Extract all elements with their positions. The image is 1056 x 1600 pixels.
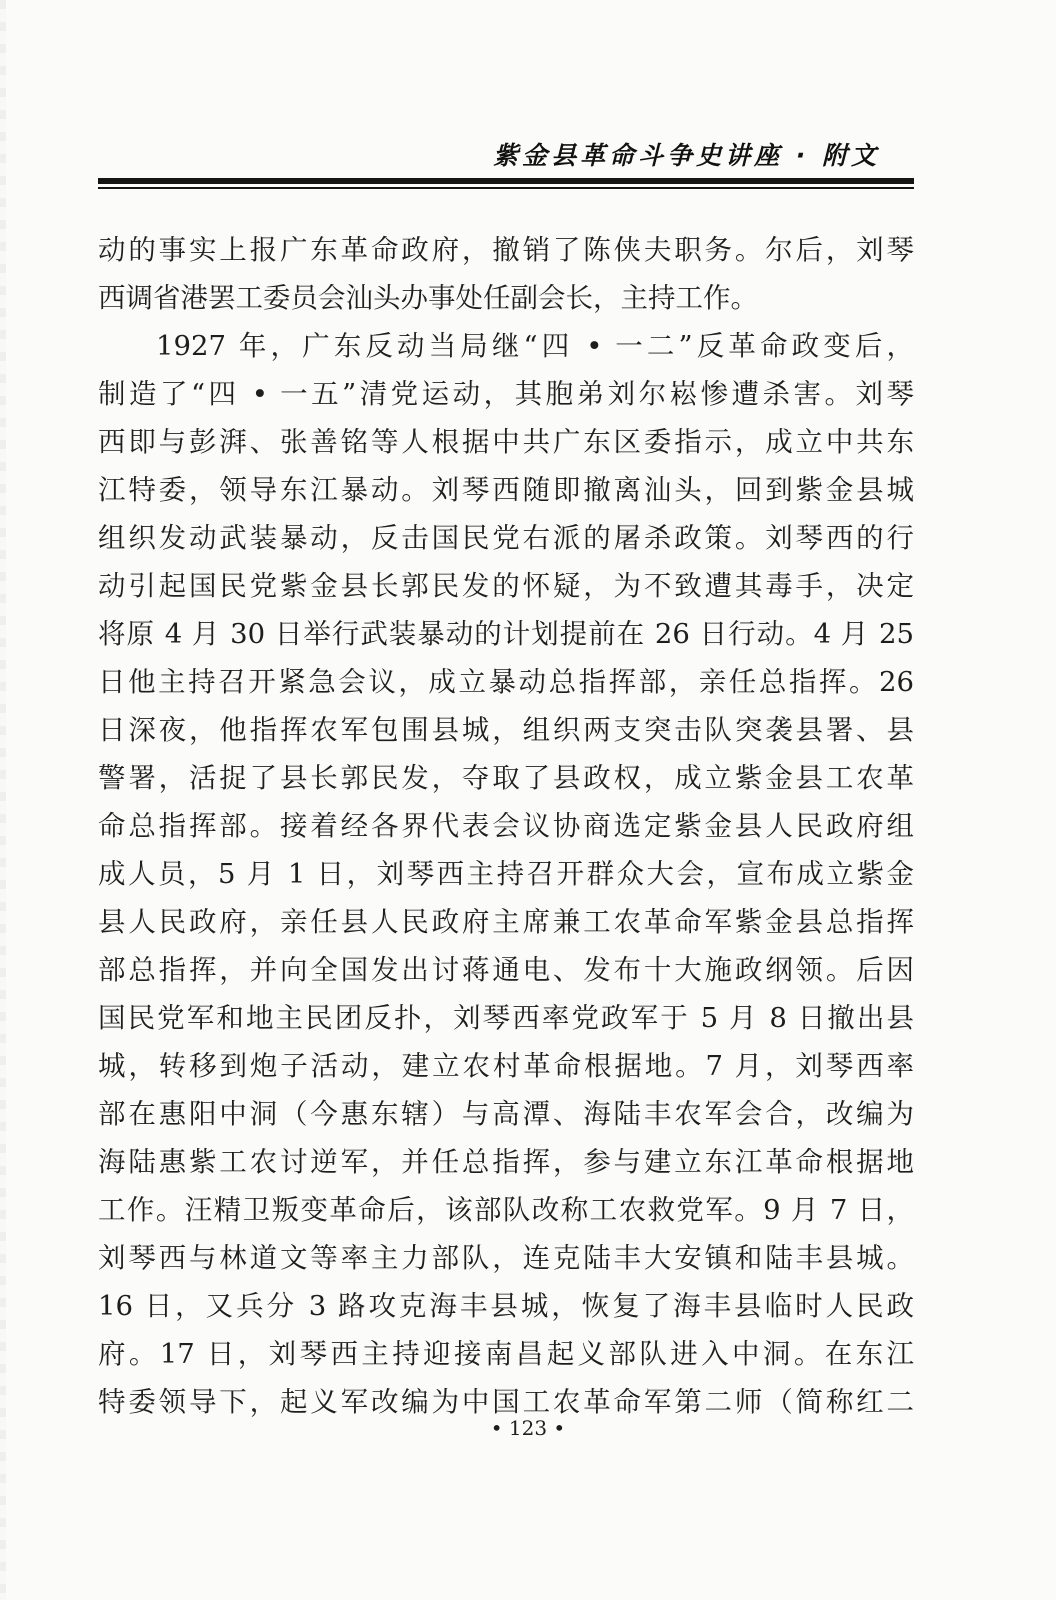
text-line: 警署，活捉了县长郭民发，夺取了县政权，成立紫金县工农革 [98,762,914,794]
text-line: 国民党军和地主民团反扑，刘琴西率党政军于 5 月 8 日撤出县 [98,1002,914,1034]
text-line: 将原 4 月 30 日举行武装暴动的计划提前在 26 日行动。4 月 25 [98,618,914,650]
text-line: 日他主持召开紧急会议，成立暴动总指挥部，亲任总指挥。26 [98,666,914,698]
text-line: 刘琴西与林道文等率主力部队，连克陆丰大安镇和陆丰县城。 [98,1242,914,1274]
text-line: 16 日，又兵分 3 路攻克海丰县城，恢复了海丰县临时人民政 [98,1290,914,1322]
text-line: 日深夜，他指挥农军包围县城，组织两支突击队突袭县署、县 [98,714,914,746]
text-line: 海陆惠紫工农讨逆军，并任总指挥，参与建立东江革命根据地 [98,1146,914,1178]
text-line: 府。17 日，刘琴西主持迎接南昌起义部队进入中洞。在东江 [98,1338,914,1370]
text-line: 部在惠阳中洞（今惠东辖）与高潭、海陆丰农军会合，改编为 [98,1098,914,1130]
scan-edge [0,0,6,1600]
page-number: • 123 • [490,1416,566,1440]
text-line: 制造了“四 • 一五”清党运动，其胞弟刘尔崧惨遭杀害。刘琴 [98,378,914,410]
text-line: 工作。汪精卫叛变革命后，该部队改称工农救党军。9 月 7 日， [98,1194,914,1226]
header-rule [98,178,914,184]
text-line: 1927 年，广东反动当局继“四 • 一二”反革命政变后， [156,330,914,362]
text-line: 命总指挥部。接着经各界代表会议协商选定紫金县人民政府组 [98,810,914,842]
body-text [98,226,914,1426]
text-line: 江特委，领导东江暴动。刘琴西随即撤离汕头，回到紫金县城 [98,474,914,506]
paragraph [98,322,914,1426]
paragraph [98,226,914,322]
text-line: 县人民政府，亲任县人民政府主席兼工农革命军紫金县总指挥 [98,906,914,938]
text-line: 组织发动武装暴动，反击国民党右派的屠杀政策。刘琴西的行 [98,522,914,554]
text-line: 部总指挥，并向全国发出讨蒋通电、发布十大施政纲领。后因 [98,954,914,986]
text-line: 特委领导下，起义军改编为中国工农革命军第二师（简称红二 [98,1386,914,1418]
header-rule-thin [98,187,914,189]
text-line: 西即与彭湃、张善铭等人根据中共广东区委指示，成立中共东 [98,426,914,458]
text-line: 动引起国民党紫金县长郭民发的怀疑，为不致遭其毒手，决定 [98,570,914,602]
text-line: 动的事实上报广东革命政府，撤销了陈侠夫职务。尔后，刘琴 [98,234,914,266]
text-line: 城，转移到炮子活动，建立农村革命根据地。7 月，刘琴西率 [98,1050,914,1082]
text-line: 成人员，5 月 1 日，刘琴西主持召开群众大会，宣布成立紫金 [98,858,914,890]
text-line: 西调省港罢工委员会汕头办事处任副会长，主持工作。 [98,282,758,314]
running-header: 紫金县革命斗争史讲座 · 附文 [493,141,880,170]
